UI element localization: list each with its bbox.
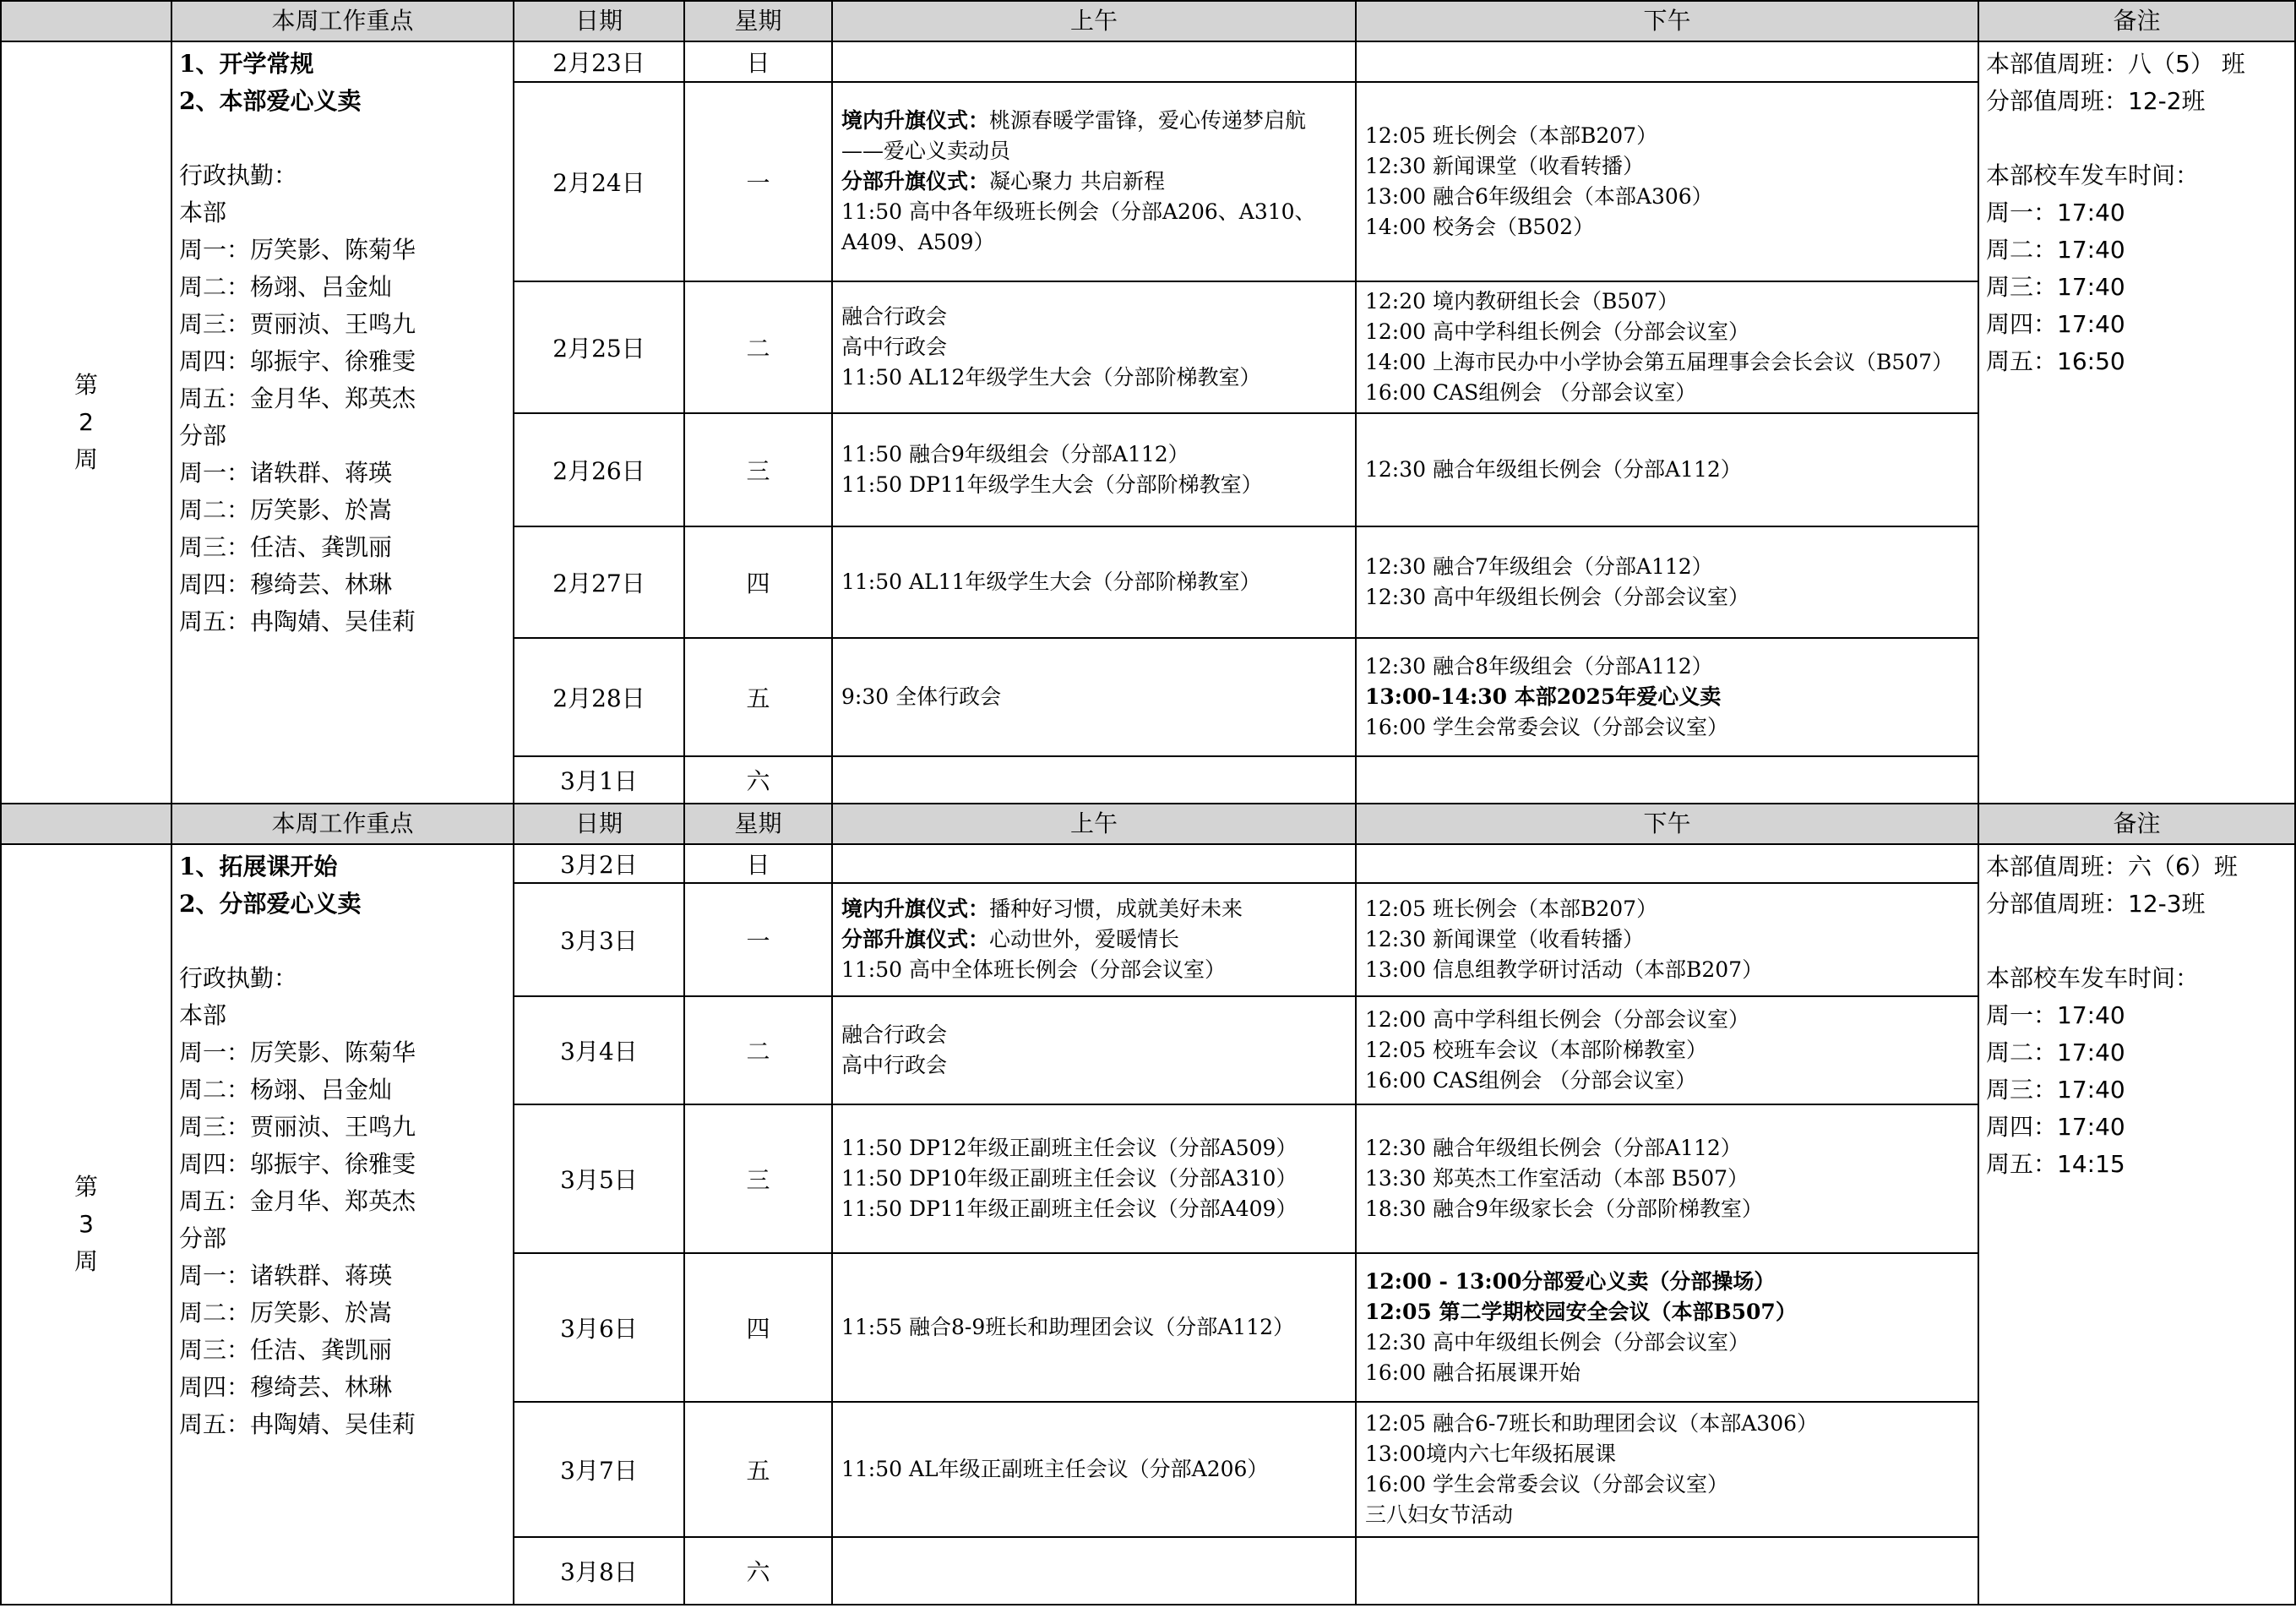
event-line <box>841 302 1348 332</box>
event-key: 境内升旗仪式： <box>841 897 990 921</box>
day-am-events <box>832 1104 1356 1253</box>
week-focus <box>171 844 514 1605</box>
week-label-char: 周 <box>73 445 98 473</box>
event-text: 18:30 融合9年级家长会（分部阶梯教室） <box>1365 1197 1763 1221</box>
event-text: 12:05 班长例会（本部B207） <box>1365 897 1658 921</box>
event-text: 12:05 校班车会议（本部阶梯教室） <box>1365 1038 1707 1062</box>
header-week-cell <box>1 1 171 41</box>
duty-branch-entry: 周三：任洁、龚凯丽 <box>179 1336 393 1364</box>
event-line <box>841 363 1348 393</box>
event-line <box>841 470 1348 500</box>
day-pm-events <box>1356 844 1978 883</box>
event-text: 12:20 境内教研组长会（B507） <box>1365 289 1679 313</box>
event-line <box>1365 378 1971 408</box>
day-pm-events <box>1356 883 1978 996</box>
event-line <box>1365 1327 1971 1358</box>
day-am-events <box>832 1253 1356 1402</box>
event-line <box>1365 1500 1971 1530</box>
event-text: 13:00境内六七年级拓展课 <box>1365 1442 1617 1466</box>
event-line <box>841 1454 1348 1485</box>
header-note: 备注 <box>1978 1 2295 41</box>
day-am-events <box>832 844 1356 883</box>
day-row <box>1 41 2295 82</box>
duty-main-entry: 周二：杨翊、吕金灿 <box>179 273 393 301</box>
event-text: 12:30 高中年级组长例会（分部会议室） <box>1365 1330 1749 1355</box>
focus-item: 2、本部爱心义卖 <box>179 87 362 115</box>
event-line <box>1365 712 1971 743</box>
event-text: 融合行政会 <box>841 304 948 329</box>
day-date: 2月27日 <box>514 526 684 638</box>
header-am: 上午 <box>832 804 1356 844</box>
day-weekday: 四 <box>684 1253 832 1402</box>
header-weekday: 星期 <box>684 804 832 844</box>
day-pm-events <box>1356 82 1978 281</box>
header-pm: 下午 <box>1356 804 1978 844</box>
spacer <box>179 120 508 157</box>
event-text: 12:30 融合年级组长例会（分部A112） <box>1365 457 1742 482</box>
day-weekday: 六 <box>684 756 832 804</box>
day-date: 3月8日 <box>514 1537 684 1605</box>
event-line <box>1365 894 1971 924</box>
event-line <box>841 1020 1348 1050</box>
day-pm-events <box>1356 1253 1978 1402</box>
duty-branch-title: 分部 <box>179 1224 227 1252</box>
event-text: 11:50 AL12年级学生大会（分部阶梯教室） <box>841 365 1261 390</box>
event-line <box>1365 1035 1971 1066</box>
week-label-char: 第 <box>73 371 98 399</box>
day-am-events <box>832 41 1356 82</box>
day-date: 3月3日 <box>514 883 684 996</box>
event-text: 12:00 - 13:00分部爱心义卖（分部操场） <box>1365 1269 1776 1294</box>
note-duty-branch: 分部值周班：12-2班 <box>1986 87 2206 115</box>
day-pm-events <box>1356 996 1978 1104</box>
note-bus-entry: 周一：17:40 <box>1986 199 2125 226</box>
duty-branch-entry: 周四：穆绮芸、林琳 <box>179 570 393 598</box>
event-line <box>1365 1409 1971 1439</box>
day-weekday: 六 <box>684 1537 832 1605</box>
week-label-char: 3 <box>79 1210 94 1238</box>
duty-title: 行政执勤： <box>179 161 298 189</box>
day-am-events <box>832 1537 1356 1605</box>
event-text: 12:30 新闻课堂（收看转播） <box>1365 927 1644 951</box>
day-weekday: 五 <box>684 638 832 756</box>
day-am-events <box>832 413 1356 526</box>
duty-branch-entry: 周二：厉笑影、於嵩 <box>179 1299 393 1327</box>
duty-branch-entry: 周五：冉陶婧、吴佳莉 <box>179 608 416 635</box>
event-text: 12:30 高中年级组长例会（分部会议室） <box>1365 585 1749 609</box>
day-date: 3月5日 <box>514 1104 684 1253</box>
note-bus-title: 本部校车发车时间： <box>1986 964 2200 992</box>
event-text: 13:00 信息组教学研讨活动（本部B207） <box>1365 957 1764 982</box>
event-line <box>841 197 1348 258</box>
note-bus-entry: 周四：17:40 <box>1986 1113 2125 1141</box>
week-label <box>1 844 171 1605</box>
note-bus-entry: 周三：17:40 <box>1986 1076 2125 1104</box>
duty-main-entry: 周五：金月华、郑英杰 <box>179 384 416 412</box>
day-am-events <box>832 756 1356 804</box>
event-key: 分部升旗仪式： <box>841 169 990 194</box>
week-note <box>1978 41 2295 804</box>
day-date: 3月1日 <box>514 756 684 804</box>
event-line <box>1365 582 1971 613</box>
event-text: 三八妇女节活动 <box>1365 1502 1514 1527</box>
duty-main-entry: 周一：厉笑影、陈菊华 <box>179 1038 416 1066</box>
spacer <box>179 923 508 960</box>
day-date: 2月28日 <box>514 638 684 756</box>
day-pm-events <box>1356 756 1978 804</box>
event-line <box>841 1164 1348 1194</box>
event-text: 14:00 上海市民办中小学协会第五届理事会会长会议（B507） <box>1365 350 1954 374</box>
header-week-cell <box>1 804 171 844</box>
event-line <box>1365 955 1971 985</box>
week-label-char: 2 <box>79 408 94 436</box>
event-line <box>1365 286 1971 317</box>
event-text: 11:50 DP11年级正副班主任会议（分部A409） <box>841 1197 1298 1221</box>
day-date: 3月4日 <box>514 996 684 1104</box>
event-line <box>841 166 1348 197</box>
event-text: 16:00 学生会常委会议（分部会议室） <box>1365 715 1728 739</box>
day-weekday: 一 <box>684 82 832 281</box>
day-weekday: 三 <box>684 413 832 526</box>
event-line <box>1365 121 1971 151</box>
event-line <box>1365 1164 1971 1194</box>
event-text: 11:50 融合9年级组会（分部A112） <box>841 442 1189 466</box>
duty-main-entry: 周五：金月华、郑英杰 <box>179 1187 416 1215</box>
event-text: 凝心聚力 共启新程 <box>989 169 1165 194</box>
event-text: 11:50 高中各年级班长例会（分部A206、A310、A409、A509） <box>841 199 1316 254</box>
day-pm-events <box>1356 1537 1978 1605</box>
event-text: 13:00 融合6年级组会（本部A306） <box>1365 184 1713 209</box>
spacer <box>1986 923 2289 960</box>
event-line <box>1365 651 1971 682</box>
duty-main-entry: 周二：杨翊、吕金灿 <box>179 1076 393 1104</box>
week-note <box>1978 844 2295 1605</box>
day-date: 2月24日 <box>514 82 684 281</box>
duty-branch-title: 分部 <box>179 422 227 450</box>
day-pm-events <box>1356 526 1978 638</box>
event-text: 11:50 DP11年级学生大会（分部阶梯教室） <box>841 472 1263 497</box>
day-pm-events <box>1356 413 1978 526</box>
event-line <box>841 1312 1348 1343</box>
event-line <box>1365 1297 1971 1327</box>
focus-item: 1、拓展课开始 <box>179 853 338 880</box>
event-line <box>1365 1439 1971 1469</box>
day-am-events <box>832 526 1356 638</box>
event-text: 11:50 高中全体班长例会（分部会议室） <box>841 957 1226 982</box>
duty-main-entry: 周三：贾丽浈、王鸣九 <box>179 310 416 338</box>
note-duty-main: 本部值周班：八（5） 班 <box>1986 50 2245 78</box>
event-text: 16:00 CAS组例会 （分部会议室） <box>1365 380 1697 405</box>
day-row <box>1 844 2295 883</box>
duty-branch-entry: 周四：穆绮芸、林琳 <box>179 1373 393 1401</box>
event-text: 12:00 高中学科组长例会（分部会议室） <box>1365 1007 1749 1032</box>
event-line <box>841 894 1348 924</box>
day-date: 3月6日 <box>514 1253 684 1402</box>
day-date: 3月2日 <box>514 844 684 883</box>
event-text: 11:50 AL年级正副班主任会议（分部A206） <box>841 1457 1269 1481</box>
event-text: 12:05 班长例会（本部B207） <box>1365 123 1658 148</box>
event-line <box>1365 1005 1971 1035</box>
event-line <box>841 439 1348 470</box>
header-weekday: 星期 <box>684 1 832 41</box>
focus-item: 1、开学常规 <box>179 50 314 78</box>
day-weekday: 一 <box>684 883 832 996</box>
day-pm-events <box>1356 638 1978 756</box>
event-line <box>1365 1469 1971 1500</box>
week-label <box>1 41 171 804</box>
event-text: 12:30 融合8年级组会（分部A112） <box>1365 654 1713 679</box>
event-text: 12:30 新闻课堂（收看转播） <box>1365 154 1644 178</box>
event-text: 12:05 第二学期校园安全会议（本部B507） <box>1365 1300 1797 1324</box>
event-text: 12:30 融合7年级组会（分部A112） <box>1365 554 1713 579</box>
note-bus-entry: 周五：16:50 <box>1986 347 2125 375</box>
event-line <box>1365 1358 1971 1388</box>
event-text: 16:00 学生会常委会议（分部会议室） <box>1365 1472 1728 1496</box>
duty-branch-entry: 周一：诸轶群、蒋瑛 <box>179 459 393 487</box>
focus-item: 2、分部爱心义卖 <box>179 890 362 918</box>
event-line <box>1365 347 1971 378</box>
note-bus-entry: 周二：17:40 <box>1986 1038 2125 1066</box>
note-duty-main: 本部值周班：六（6）班 <box>1986 853 2238 880</box>
note-duty-branch: 分部值周班：12-3班 <box>1986 890 2206 918</box>
event-line <box>841 332 1348 363</box>
event-text: 13:30 郑英杰工作室活动（本部 B507） <box>1365 1166 1749 1191</box>
day-pm-events <box>1356 1402 1978 1537</box>
event-line <box>1365 1194 1971 1224</box>
day-am-events <box>832 281 1356 413</box>
event-line <box>1365 182 1971 212</box>
duty-branch-entry: 周五：冉陶婧、吴佳莉 <box>179 1410 416 1438</box>
day-pm-events <box>1356 41 1978 82</box>
event-line <box>841 924 1348 955</box>
duty-main-title: 本部 <box>179 1001 227 1029</box>
event-line <box>1365 924 1971 955</box>
schedule-body <box>1 1 2295 1605</box>
note-bus-entry: 周四：17:40 <box>1986 310 2125 338</box>
event-line <box>1365 151 1971 182</box>
event-text: 16:00 CAS组例会 （分部会议室） <box>1365 1068 1697 1093</box>
event-line <box>1365 682 1971 712</box>
note-bus-entry: 周三：17:40 <box>1986 273 2125 301</box>
week-focus <box>171 41 514 804</box>
duty-branch-entry: 周三：任洁、龚凯丽 <box>179 533 393 561</box>
header-row <box>1 1 2295 41</box>
event-text: 11:55 融合8-9班长和助理团会议（分部A112） <box>841 1315 1295 1339</box>
event-text: 融合行政会 <box>841 1022 948 1047</box>
event-line <box>841 955 1348 985</box>
header-note: 备注 <box>1978 804 2295 844</box>
day-date: 3月7日 <box>514 1402 684 1537</box>
event-line <box>841 1050 1348 1081</box>
duty-main-entry: 周四：邬振宇、徐雅雯 <box>179 1150 416 1178</box>
event-line <box>841 106 1348 166</box>
event-line <box>841 1133 1348 1164</box>
spacer <box>1986 120 2289 157</box>
event-text: 16:00 融合拓展课开始 <box>1365 1360 1581 1385</box>
duty-branch-entry: 周二：厉笑影、於嵩 <box>179 496 393 524</box>
day-date: 2月26日 <box>514 413 684 526</box>
day-am-events <box>832 1402 1356 1537</box>
duty-main-entry: 周一：厉笑影、陈菊华 <box>179 236 416 264</box>
event-text: 桃源春暖学雷锋，爱心传递梦启航——爱心义卖动员 <box>841 108 1307 163</box>
event-text: 心动世外，爱暖情长 <box>989 927 1180 951</box>
day-weekday: 日 <box>684 41 832 82</box>
event-text: 12:05 融合6-7班长和助理团会议（本部A306） <box>1365 1411 1819 1436</box>
header-date: 日期 <box>514 804 684 844</box>
day-am-events <box>832 883 1356 996</box>
day-weekday: 四 <box>684 526 832 638</box>
event-line <box>1365 455 1971 485</box>
event-text: 11:50 DP12年级正副班主任会议（分部A509） <box>841 1136 1298 1160</box>
day-weekday: 五 <box>684 1402 832 1537</box>
duty-main-entry: 周四：邬振宇、徐雅雯 <box>179 347 416 375</box>
duty-title: 行政执勤： <box>179 964 298 992</box>
event-line <box>841 682 1348 712</box>
week-label-char: 第 <box>73 1173 98 1201</box>
event-text: 13:00-14:30 本部2025年爱心义卖 <box>1365 684 1722 709</box>
event-text: 11:50 AL11年级学生大会（分部阶梯教室） <box>841 570 1261 594</box>
day-weekday: 二 <box>684 996 832 1104</box>
day-weekday: 二 <box>684 281 832 413</box>
week-label-char: 周 <box>73 1247 98 1275</box>
note-bus-entry: 周五：14:15 <box>1986 1150 2125 1178</box>
day-date: 2月23日 <box>514 41 684 82</box>
event-line <box>841 1194 1348 1224</box>
event-text: 高中行政会 <box>841 335 948 359</box>
event-text: 9:30 全体行政会 <box>841 684 1002 709</box>
event-text: 12:30 融合年级组长例会（分部A112） <box>1365 1136 1742 1160</box>
header-focus: 本周工作重点 <box>171 804 514 844</box>
header-focus: 本周工作重点 <box>171 1 514 41</box>
day-pm-events <box>1356 1104 1978 1253</box>
event-line <box>1365 552 1971 582</box>
day-weekday: 三 <box>684 1104 832 1253</box>
event-text: 14:00 校务会（B502） <box>1365 215 1595 239</box>
day-date: 2月25日 <box>514 281 684 413</box>
event-line <box>1365 1267 1971 1297</box>
header-am: 上午 <box>832 1 1356 41</box>
duty-main-entry: 周三：贾丽浈、王鸣九 <box>179 1113 416 1141</box>
event-line <box>841 567 1348 597</box>
event-line <box>1365 317 1971 347</box>
day-am-events <box>832 996 1356 1104</box>
note-bus-entry: 周二：17:40 <box>1986 236 2125 264</box>
duty-branch-entry: 周一：诸轶群、蒋瑛 <box>179 1262 393 1289</box>
event-text: 播种好习惯，成就美好未来 <box>989 897 1243 921</box>
header-row <box>1 804 2295 844</box>
day-pm-events <box>1356 281 1978 413</box>
header-date: 日期 <box>514 1 684 41</box>
event-line <box>1365 1066 1971 1096</box>
note-bus-entry: 周一：17:40 <box>1986 1001 2125 1029</box>
event-text: 12:00 高中学科组长例会（分部会议室） <box>1365 319 1749 344</box>
duty-main-title: 本部 <box>179 199 227 226</box>
event-line <box>1365 1133 1971 1164</box>
day-am-events <box>832 82 1356 281</box>
note-bus-title: 本部校车发车时间： <box>1986 161 2200 189</box>
event-key: 分部升旗仪式： <box>841 927 990 951</box>
day-weekday: 日 <box>684 844 832 883</box>
event-text: 11:50 DP10年级正副班主任会议（分部A310） <box>841 1166 1298 1191</box>
event-text: 高中行政会 <box>841 1053 948 1077</box>
event-key: 境内升旗仪式： <box>841 108 990 133</box>
event-line <box>1365 212 1971 243</box>
day-am-events <box>832 638 1356 756</box>
header-pm: 下午 <box>1356 1 1978 41</box>
